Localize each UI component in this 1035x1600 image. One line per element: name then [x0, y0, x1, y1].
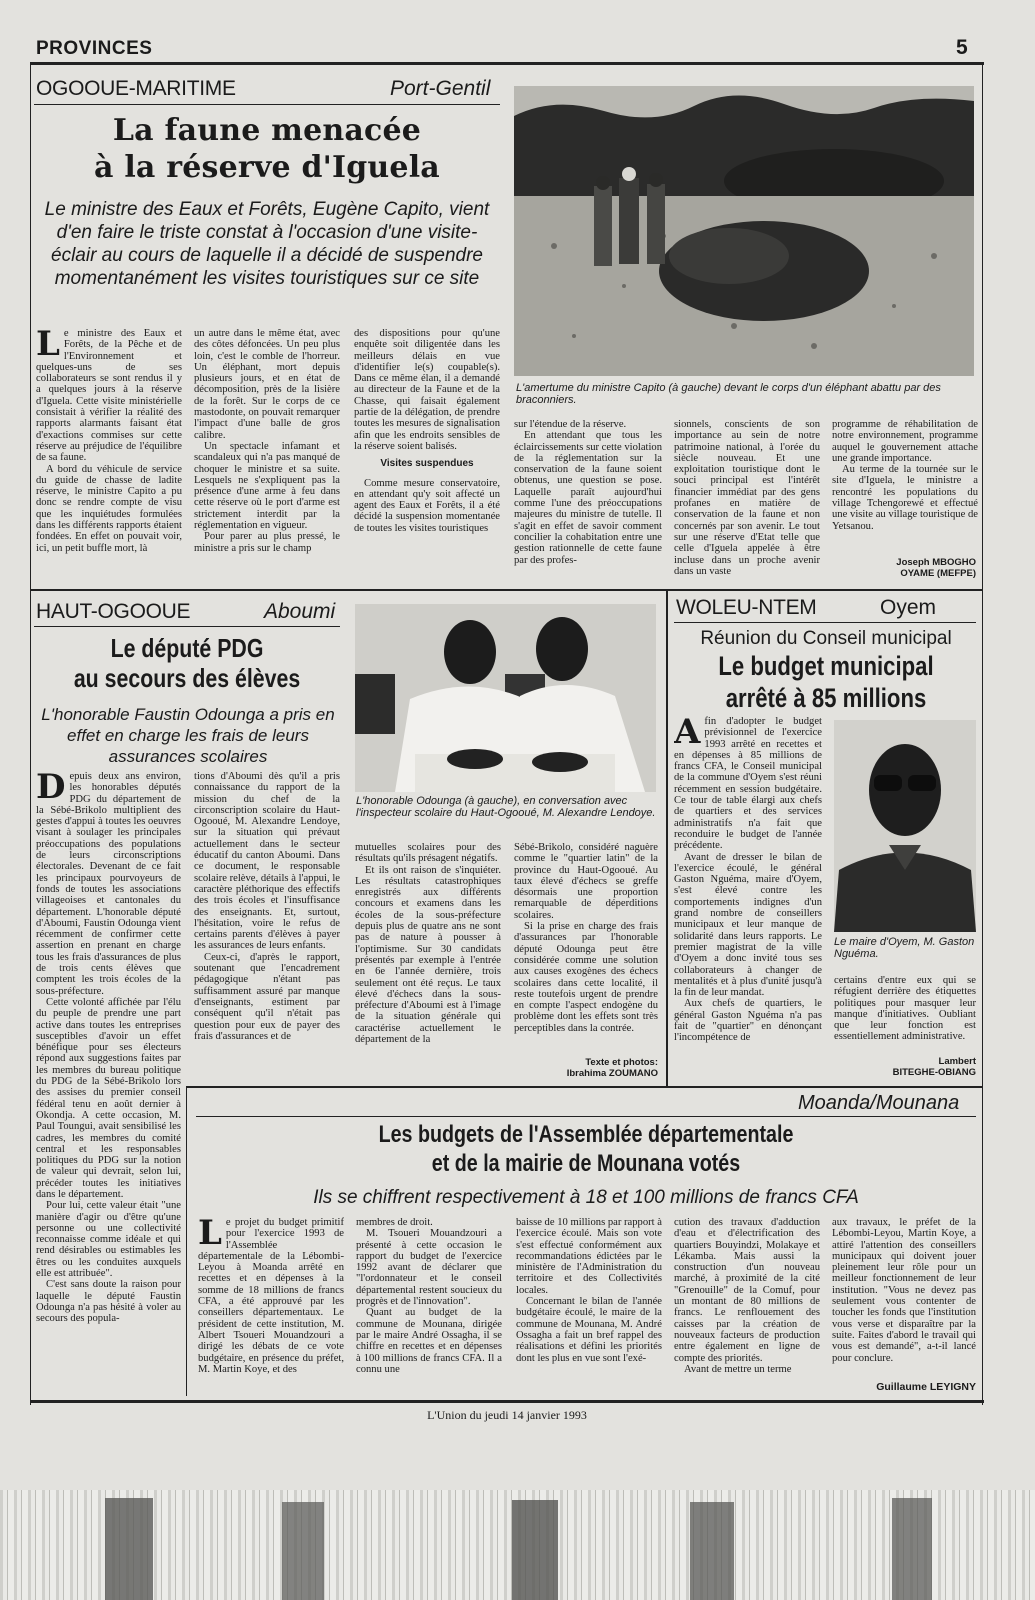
- article4-col4-para1: cution des travaux d'adduction d'eau et d'électrification des quartiers Bouyindzi, Molakaye et Lékamba. Mais aussi la construction d'un nouveau marché, à proximité de la cité "Grenouille" de la Comuf, pour un montant de 80 millions de francs. Le renflouement des caisses par la création de nouveaux facteurs de production entre également en ligne de compte des priorités.: [674, 1217, 820, 1364]
- article1-column-5: [674, 419, 820, 582]
- article3-column-1: [674, 716, 822, 1082]
- article4-col2-para2: M. Tsoueri Mouandzouri a présenté à cette occasion le rapport du budget de l'exercice 1992 avant de déclarer que "l'ordonnateur et le conseil départemental restent soucieux du progrès et de l'innovation".: [356, 1228, 502, 1308]
- article4-headline-line1: Les budgets de l'Assemblée départementale: [378, 1121, 794, 1148]
- article4-column-4: [674, 1217, 820, 1395]
- article1-col4-para1: sur l'étendue de la réserve.: [514, 419, 627, 430]
- article3-signature: [834, 1056, 976, 1078]
- article3-dropcap: A: [674, 716, 701, 752]
- article2-signature-line2: Ibrahima ZOUMANO: [566, 1068, 658, 1079]
- article1-col1-para2: A bord du véhicule de service du guide de chasse de ladite réserve, le ministre Capito a pu donc se rendre compte de visu que les inquiétudes formulées dans les différents rapports étaient fondées. En effet on pouvait voir, ici, un petit buffle mort, là: [36, 463, 182, 554]
- article1-col3-para2: Comme mesure conservatoire, en attendant qu'y soit affecté un agent des Eaux et Forêts, il a été décidé la suspension momentanée de toutes les visites touristiques: [354, 477, 500, 534]
- right-frame-rule: [982, 65, 983, 1405]
- article1-col3-para1: des dispositions pour qu'une enquête soit diligentée dans les meilleurs délais en vue d'identifier le(s) coupable(s). Dans ce même élan, il a demandé au directeur de la Faune et de la Chasse, qui faisait également partie de la délégation, de prendre toutes les mesures de signalisation afin que les endroits sensibles de la réserve soient balisés.: [354, 328, 500, 452]
- article2-deck: L'honorable Faustin Odounga a pris en effet en charge les frais de leurs assurances scolaires: [41, 705, 335, 766]
- article3-region: WOLEU-NTEM: [676, 596, 817, 619]
- article1-col4-para2: En attendant que tous les éclaircissements sur cette violation de la réglementation sur la conservation de la faune soient obtenus, une question se pose. Laquelle paraît aujourd'hui comme l'une des préoccupations majeures du ministre de tutelle. Il s'agit en effet de savoir comment concilier la cohabitation entre une gestion rationnelle de cette faune par des profes-: [514, 430, 662, 566]
- article4-signature: Guillaume LEYIGNY: [876, 1381, 976, 1393]
- article3-region-rule: [674, 622, 976, 623]
- article2-col1-para1: epuis deux ans environ, les honorables députés PDG du département de la Sébé-Brikolo multiplient des gestes d'appui à toutes les oeuvres visant à soulager les principales préoccupations des populations de leurs circonscriptions électorales. Devenant de ce fait les principaux pourvoyeurs de fonds de toutes les associations villageoises et cantonales du département. L'honorable député d'Aboumi, Faustin Odounga vient récemment de confirmer cette assertion en prenant en charge tous les frais d'assurances de plus de trois cents élèves que comptent les trois écoles de la sous-préfecture.: [36, 771, 181, 997]
- left-frame-rule: [30, 65, 31, 1405]
- article2-column-2: [194, 771, 340, 1085]
- elephant-photo-image: [514, 86, 974, 376]
- article4-dropcap: L: [198, 1217, 222, 1253]
- article4-col2-para3: Quant au budget de la commune de Mounana, dirigée par le maire André Ossagha, il se chiffre en recettes et en dépenses à 100 millions de francs CFA. Il a connu une: [356, 1307, 502, 1375]
- page-number: 5: [956, 36, 969, 59]
- article1-headline-line1: La faune menacée: [112, 113, 422, 148]
- article2-signature-line1: Texte et photos:: [585, 1057, 658, 1068]
- article4-col3-para1: baisse de 10 millions par rapport à l'exercice écoulé. Mais son vote s'est effectué conformément aux recommandations édictées par le ministère de l'Administration du territoire et des Collectivités locales.: [516, 1217, 662, 1296]
- article2-col3-para1: mutuelles scolaires pour des résultats qu'ils présagent négatifs.: [355, 842, 501, 865]
- article1-region: OGOOUE-MARITIME: [36, 77, 236, 100]
- article2-region: HAUT-OGOOUE: [36, 600, 191, 623]
- article3-col1-para1: fin d'adopter le budget prévisionnel de l'exercice 1993 arrêté en recettes et en dépenses à 85 millions de francs CFA, le Conseil municipal de la commune d'Oyem s'est réuni récemment en session budgétaire. Ce tour de table élargi aux chefs de quartiers et des services administratifs n'a fait que reconduire le budget de l'année précédente.: [674, 716, 822, 852]
- officials-photo-image: [355, 604, 656, 792]
- article3-headline-line2: arrêté à 85 millions: [725, 683, 927, 713]
- article1-column-6: [832, 419, 978, 549]
- article3-headline-line1: Le budget municipal: [718, 651, 934, 681]
- article1-column-1: [36, 328, 182, 582]
- article1-headline-line2: à la réserve d'Iguela: [94, 150, 440, 185]
- article1-column-2: [194, 328, 340, 582]
- article1-signature: [832, 557, 976, 579]
- article4-headline-line2: et de la mairie de Mounana votés: [431, 1150, 741, 1177]
- article3-col2-para1: certains d'entre eux qui se réfugient derrière des étiquettes politiques pour masquer leur manque d'initiatives. Oubliant que leur fonction est essentiellement administrative.: [834, 975, 976, 1043]
- article2-column-3: [355, 842, 501, 1085]
- article4-col3-para2: Concernant le bilan de l'année budgétaire écoulé, le maire de la commune de Mounana, M. André Ossagha a fait un bref rappel des réalisations et défini les priorités dont les plus en vue sont l'exé-: [516, 1296, 662, 1364]
- article1-col2-para2: Un spectacle infamant et scandaleux qui n'a pas manqué de choquer le ministre et sa suite. Lesquels ne s'expliquent pas la présence d'une arme à feu dans cette réserve où le port d'arme est strictement interdit par la réglementation en vigueur.: [194, 440, 340, 532]
- footer-dateline: L'Union du jeudi 14 janvier 1993: [427, 1408, 587, 1422]
- article1-bottom-rule: [30, 589, 982, 591]
- article3-photo-caption: Le maire d'Oyem, M. Gaston Nguéma.: [834, 936, 975, 960]
- article1-signature-line2: OYAME (MEFPE): [900, 568, 976, 579]
- article2-col2-para2: Ceux-ci, d'après le rapport, soutenant que l'encadrement pédagogique n'étant pas suffisamment assuré par manque d'enseignants, estiment par conséquent qu'il n'était pas question pour eux de payer des frais d'assurances et de: [194, 951, 340, 1042]
- article3-left-rule: [666, 591, 668, 1086]
- article2-dropcap: D: [36, 771, 66, 807]
- article1-col6-para2: Au terme de la tournée sur le site d'Iguela, le ministre a rencontré les populations du village Tchengorewé et effectué une visite au village touristique de Yetsanou.: [832, 464, 978, 532]
- article4-deck: Ils se chiffrent respectivement à 18 et 100 millions de francs CFA: [313, 1187, 859, 1208]
- article4-city: Moanda/Mounana: [798, 1092, 960, 1114]
- article1-col6-para1: programme de réhabilitation de notre environnement, programme auquel le gouvernement attache une grande importance.: [832, 419, 978, 464]
- article3-city: Oyem: [880, 596, 937, 619]
- article2-col2-para1: tions d'Aboumi dès qu'il a pris connaissance du rapport de la mission du chef de la circonscription scolaire du Haut-Ogooué, M. Alexandre Lendoye, sur la situation qui prévaut actuellement dans le secteur éducatif du canton Aboumi. Dans ce document, le responsable scolaire relève, détails à l'appui, le caractère pléthorique des effectifs des trois écoles et l'insuffisance des enseignants. Et, surtout, l'hésitation, voire le refus de certains parents d'élèves à payer les assurances de leurs enfants.: [194, 771, 340, 952]
- header-rule: [30, 62, 984, 65]
- article1-column-3: [354, 328, 500, 582]
- scan-dark-streak-1: [105, 1498, 153, 1600]
- article4-top-rule: [186, 1086, 982, 1088]
- scan-dark-streak-3: [512, 1500, 558, 1600]
- article2-region-rule: [34, 626, 340, 627]
- article2-headline-line2: au secours des élèves: [73, 663, 301, 693]
- article2-col1-para3: Pour lui, cette valeur était "une manière d'agir ou d'être qu'une personne ou une collectivité reconnaisse comme idéale et qui rend désirables ou estimables les êtres ou les conduites auxquels elle est attribuée".: [36, 1200, 181, 1280]
- article3-kicker: Réunion du Conseil municipal: [700, 628, 952, 649]
- article4-column-3: [516, 1217, 662, 1395]
- article1-headline: [34, 112, 500, 186]
- article3-col1-para3: Aux chefs de quartiers, le général Gaston Nguéma n'a pas fait de "quartier" en dénonçant l'incompétence de: [674, 998, 822, 1044]
- article1-photo-elephant: [514, 86, 974, 376]
- section-header: PROVINCES: [36, 38, 153, 59]
- article2-photo-officials: [355, 604, 656, 792]
- article4-left-rule: [186, 1086, 187, 1396]
- article1-col2-para1: un autre dans le même état, avec des côtes défoncées. Un peu plus loin, c'est le comble de l'horreur. Un éléphant, mort depuis plusieurs jours, et en état de décomposition, près de la lisière de la forêt. Sur le corps de ce mastodonte, on pouvait remarquer l'impact d'une balle de gros calibre.: [194, 328, 340, 441]
- article1-deck: Le ministre des Eaux et Forêts, Eugène Capito, vient d'en faire le triste constat à l'occasion d'une visite-éclair au cours de laquelle il a décidé de suspendre momentanément les visites touristiques sur ce site: [44, 199, 490, 289]
- article2-headline-line1: Le député PDG: [110, 633, 264, 663]
- article2-col3-para2: Et ils ont raison de s'inquiéter. Les résultats catastrophiques enregistrés aux différents concours et examens dans les écoles de la sous-préfecture depuis plus de quatre ans ne sont pas de nature à pousser à l'optimisme. Sur 30 candidats présentés par exemple à l'entrée en 6e l'année dernière, trois seulement ont été reçus. Le taux élevé d'échecs dans la sous-préfecture d'Aboumi est à l'image de la situation générale qui caractérise actuellement le département de la: [355, 864, 501, 1046]
- article4-headline: [266, 1120, 906, 1178]
- article3-column-2: [834, 975, 976, 1055]
- footer-rule: [30, 1400, 984, 1403]
- article2-col1-para2: Cette volonté affichée par l'élu du peuple de prendre une part active dans toutes les entreprises susceptibles d'avoir un effet bénéfique pour ses électeurs répond aux suggestions faites par les membres du bureau politique du PDG de la Sébé-Brikolo lors des assises du premier conseil fédéral tenu en août dernier à Okondja. A cette occasion, M. Paul Toungui, avait sensibilisé les cadres, les membres du comité central et les responsables politiques du PDG sur la notion de valeur qui devrait, selon lui, précéder toutes les initiatives dans le département.: [36, 996, 181, 1200]
- article2-column-1: [36, 771, 181, 1396]
- article3-headline: [701, 650, 950, 714]
- article4-col1-para1: e projet du budget primitif pour l'exercice 1993 de l'Assemblée départementale de la Lébombi-Leyou à Moanda arrêté en recettes et en dépenses à la somme de 18 millions de francs CFA, a été approuvé par les conseillers départementaux. Le président de cette institution, M. Albert Tsoueri Mouandzouri a dirigé les débats de ce vote budgétaire, en présence du préfet, M. Martin Koye, et des: [198, 1217, 344, 1375]
- article1-photo-caption: L'amertume du ministre Capito (à gauche) devant le corps d'un éléphant abattu par des braconniers.: [516, 382, 941, 406]
- article4-col2-para1: membres de droit.: [356, 1217, 433, 1228]
- scan-dark-streak-5: [892, 1498, 932, 1600]
- article2-signature: [514, 1057, 658, 1079]
- article4-column-1: [198, 1217, 344, 1395]
- article1-col1-para1: e ministre des Eaux et Forêts, de la Pêche et de l'Environnement et quelques-uns de ses collaborateurs se sont rendus il y a quelques jours à la réserve d'Iguela. Cette visite ministérielle consistait à vérifier la réalité des rapports alarmants faisant état d'exactions commises sur cette réserve au préjudice de l'équilibre de sa faune.: [36, 328, 182, 464]
- article2-headline: [62, 633, 313, 693]
- article1-dropcap: L: [36, 328, 60, 364]
- article4-column-5: [832, 1217, 976, 1379]
- scan-noise-band: [0, 1490, 1035, 1600]
- mayor-photo-image: [834, 720, 976, 932]
- article1-col2-para3: Pour parer au plus pressé, le ministre a pris sur le champ: [194, 531, 340, 554]
- article1-city: Port-Gentil: [390, 77, 491, 100]
- article3-col1-para2: Avant de dresser le bilan de l'exercice écoulé, le général Gaston Nguéma, maire d'Oyem, s'est élevé contre les comportements indignes d'un grand nombre de conseillers municipaux et leur manque de solidarité dans leurs rapports. Le premier magistrat de la ville d'Oyem a donc invité tous ses collaborateurs à changer de mentalités et à plus d'unité jusqu'à la fin de leur mandat.: [674, 851, 822, 999]
- article3-photo-mayor: [834, 720, 976, 932]
- article2-city: Aboumi: [264, 600, 336, 623]
- article4-column-2: [356, 1217, 502, 1395]
- scan-dark-streak-2: [282, 1502, 324, 1600]
- article3-signature-line1: Lambert: [938, 1056, 976, 1067]
- article4-col4-para2: Avant de mettre un terme: [684, 1363, 792, 1375]
- article2-column-4: [514, 842, 658, 1050]
- article1-region-rule: [34, 104, 500, 105]
- article3-signature-line2: BITEGHE-OBIANG: [892, 1067, 976, 1078]
- article1-subhead: Visites suspendues: [380, 458, 474, 470]
- article1-column-4: [514, 419, 662, 582]
- article1-signature-line1: Joseph MBOGHO: [896, 557, 976, 568]
- article2-col4-para2: Si la prise en charge des frais d'assurances par l'honorable député Odounga peut être considérée comme une solution aux causes exogènes des échecs scolaires dans cette localité, il reste toutefois urgent de prendre en compte l'aspect endogène du problème dont les effets sont très perceptibles dans la contrée.: [514, 921, 658, 1034]
- article4-city-rule: [196, 1116, 976, 1117]
- article2-col1-para4: C'est sans doute la raison pour laquelle le député Faustin Odounga n'a pas hésité à voler au secours des popula-: [36, 1279, 181, 1325]
- article2-photo-caption: L'honorable Odounga (à gauche), en conversation avec l'inspecteur scolaire du Haut-Ogooué, M. Alexandre Lendoye.: [356, 795, 656, 819]
- article1-col5-para1: sionnels, conscients de son importance au sein de notre patrimoine national, à l'orée du siècle nouveau. Et une exploitation touristique dont le souci principal est l'intérêt financier immédiat par des gens profanes en matière de conservation de la faune et non concernés par son avenir. Le tout sur une réserve d'Etat telle que celle d'Iguela appelée à être incluse dans un proche avenir dans un vaste: [674, 419, 820, 577]
- scan-dark-streak-4: [690, 1502, 734, 1600]
- article2-col4-para1: Sébé-Brikolo, considéré naguère comme le "quartier latin" de la province du Haut-Ogooué. Au taux élevé d'échecs se greffe désormais une proportion remarquable de déperditions scolaires.: [514, 842, 658, 921]
- article4-col5-para1: aux travaux, le préfet de la Lébombi-Leyou, Martin Koye, a attiré l'attention des conseillers municipaux qui doivent jouer pleinement leur rôle pour un meilleur fonctionnement de leur institution. "Vous ne devez pas seulement vous contenter de toucher les fonds que l'institution vous verse et disparaître par la suite. Faites d'abord le travail qui vous est demandé", a-t-il lancé pour conclure.: [832, 1217, 976, 1364]
